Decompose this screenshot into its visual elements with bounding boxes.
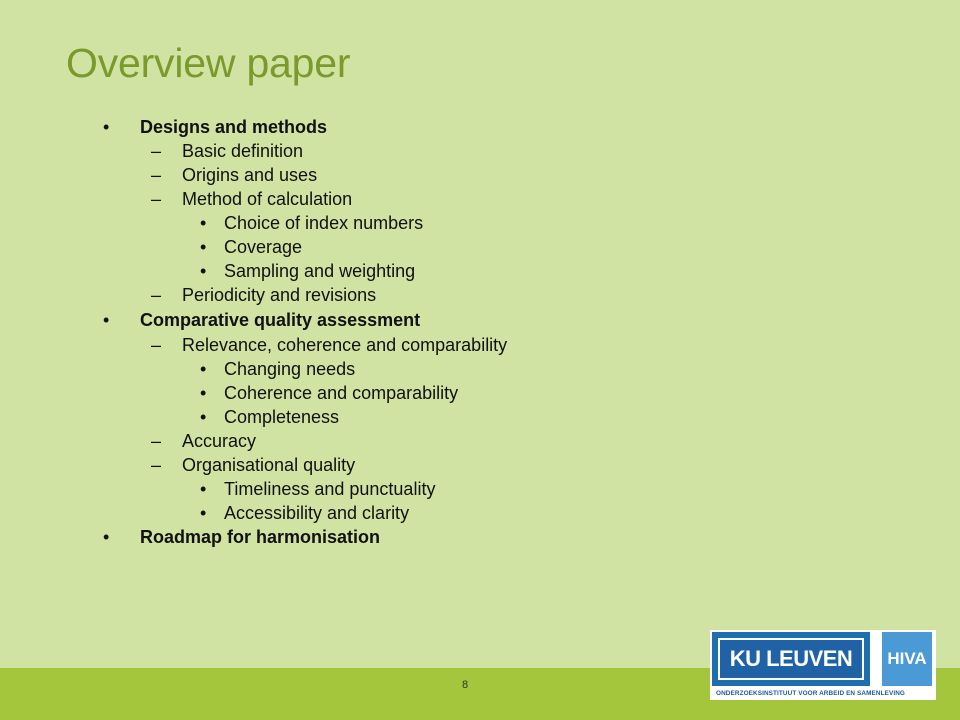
dash-marker: –: [151, 455, 162, 475]
outline-item-text: Sampling and weighting: [224, 261, 416, 281]
dash-marker: –: [151, 189, 162, 209]
dash-marker: –: [151, 165, 162, 185]
outline-item-text: Coherence and comparability: [224, 383, 459, 403]
outline-item-text: Origins and uses: [182, 165, 318, 185]
ku-leuven-logo-text: KU LEUVEN: [718, 638, 864, 680]
bullet-marker: •: [200, 261, 207, 281]
outline-item-text: Roadmap for harmonisation: [140, 527, 381, 547]
outline-item-text: Choice of index numbers: [224, 213, 424, 233]
outline-item-text: Method of calculation: [182, 189, 353, 209]
bullet-marker: •: [200, 359, 207, 379]
page-number: 8: [461, 679, 469, 691]
hiva-tagline: ONDERZOEKSINSTITUUT VOOR ARBEID EN SAMENLEVING: [716, 690, 905, 697]
dash-marker: –: [151, 285, 162, 305]
dash-marker: –: [151, 335, 162, 355]
hiva-logo: HIVA: [882, 632, 932, 686]
outline-item-text: Accuracy: [182, 431, 257, 451]
slide-title: Overview paper: [66, 40, 351, 86]
bullet-marker: •: [200, 479, 207, 499]
outline-item-text: Changing needs: [224, 359, 356, 379]
outline-item-text: Accessibility and clarity: [224, 503, 410, 523]
outline-item-text: Comparative quality assessment: [140, 310, 421, 330]
dash-marker: –: [151, 431, 162, 451]
outline-item-text: Completeness: [224, 407, 340, 427]
bullet-marker: •: [103, 310, 110, 330]
outline-item-text: Coverage: [224, 237, 303, 257]
bullet-marker: •: [103, 527, 110, 547]
bullet-marker: •: [200, 383, 207, 403]
outline-item-text: Periodicity and revisions: [182, 285, 377, 305]
outline-item-text: Organisational quality: [182, 455, 356, 475]
ku-leuven-logo: [712, 632, 870, 686]
bullet-marker: •: [103, 117, 110, 137]
bullet-marker: •: [200, 503, 207, 523]
outline-item-text: Timeliness and punctuality: [224, 479, 436, 499]
outline-item-text: Relevance, coherence and comparability: [182, 335, 508, 355]
bullet-marker: •: [200, 213, 207, 233]
bullet-marker: •: [200, 237, 207, 257]
bullet-marker: •: [200, 407, 207, 427]
outline-item-text: Basic definition: [182, 141, 304, 161]
footer-logos: [710, 630, 936, 700]
dash-marker: –: [151, 141, 162, 161]
outline-item-text: Designs and methods: [140, 117, 328, 137]
